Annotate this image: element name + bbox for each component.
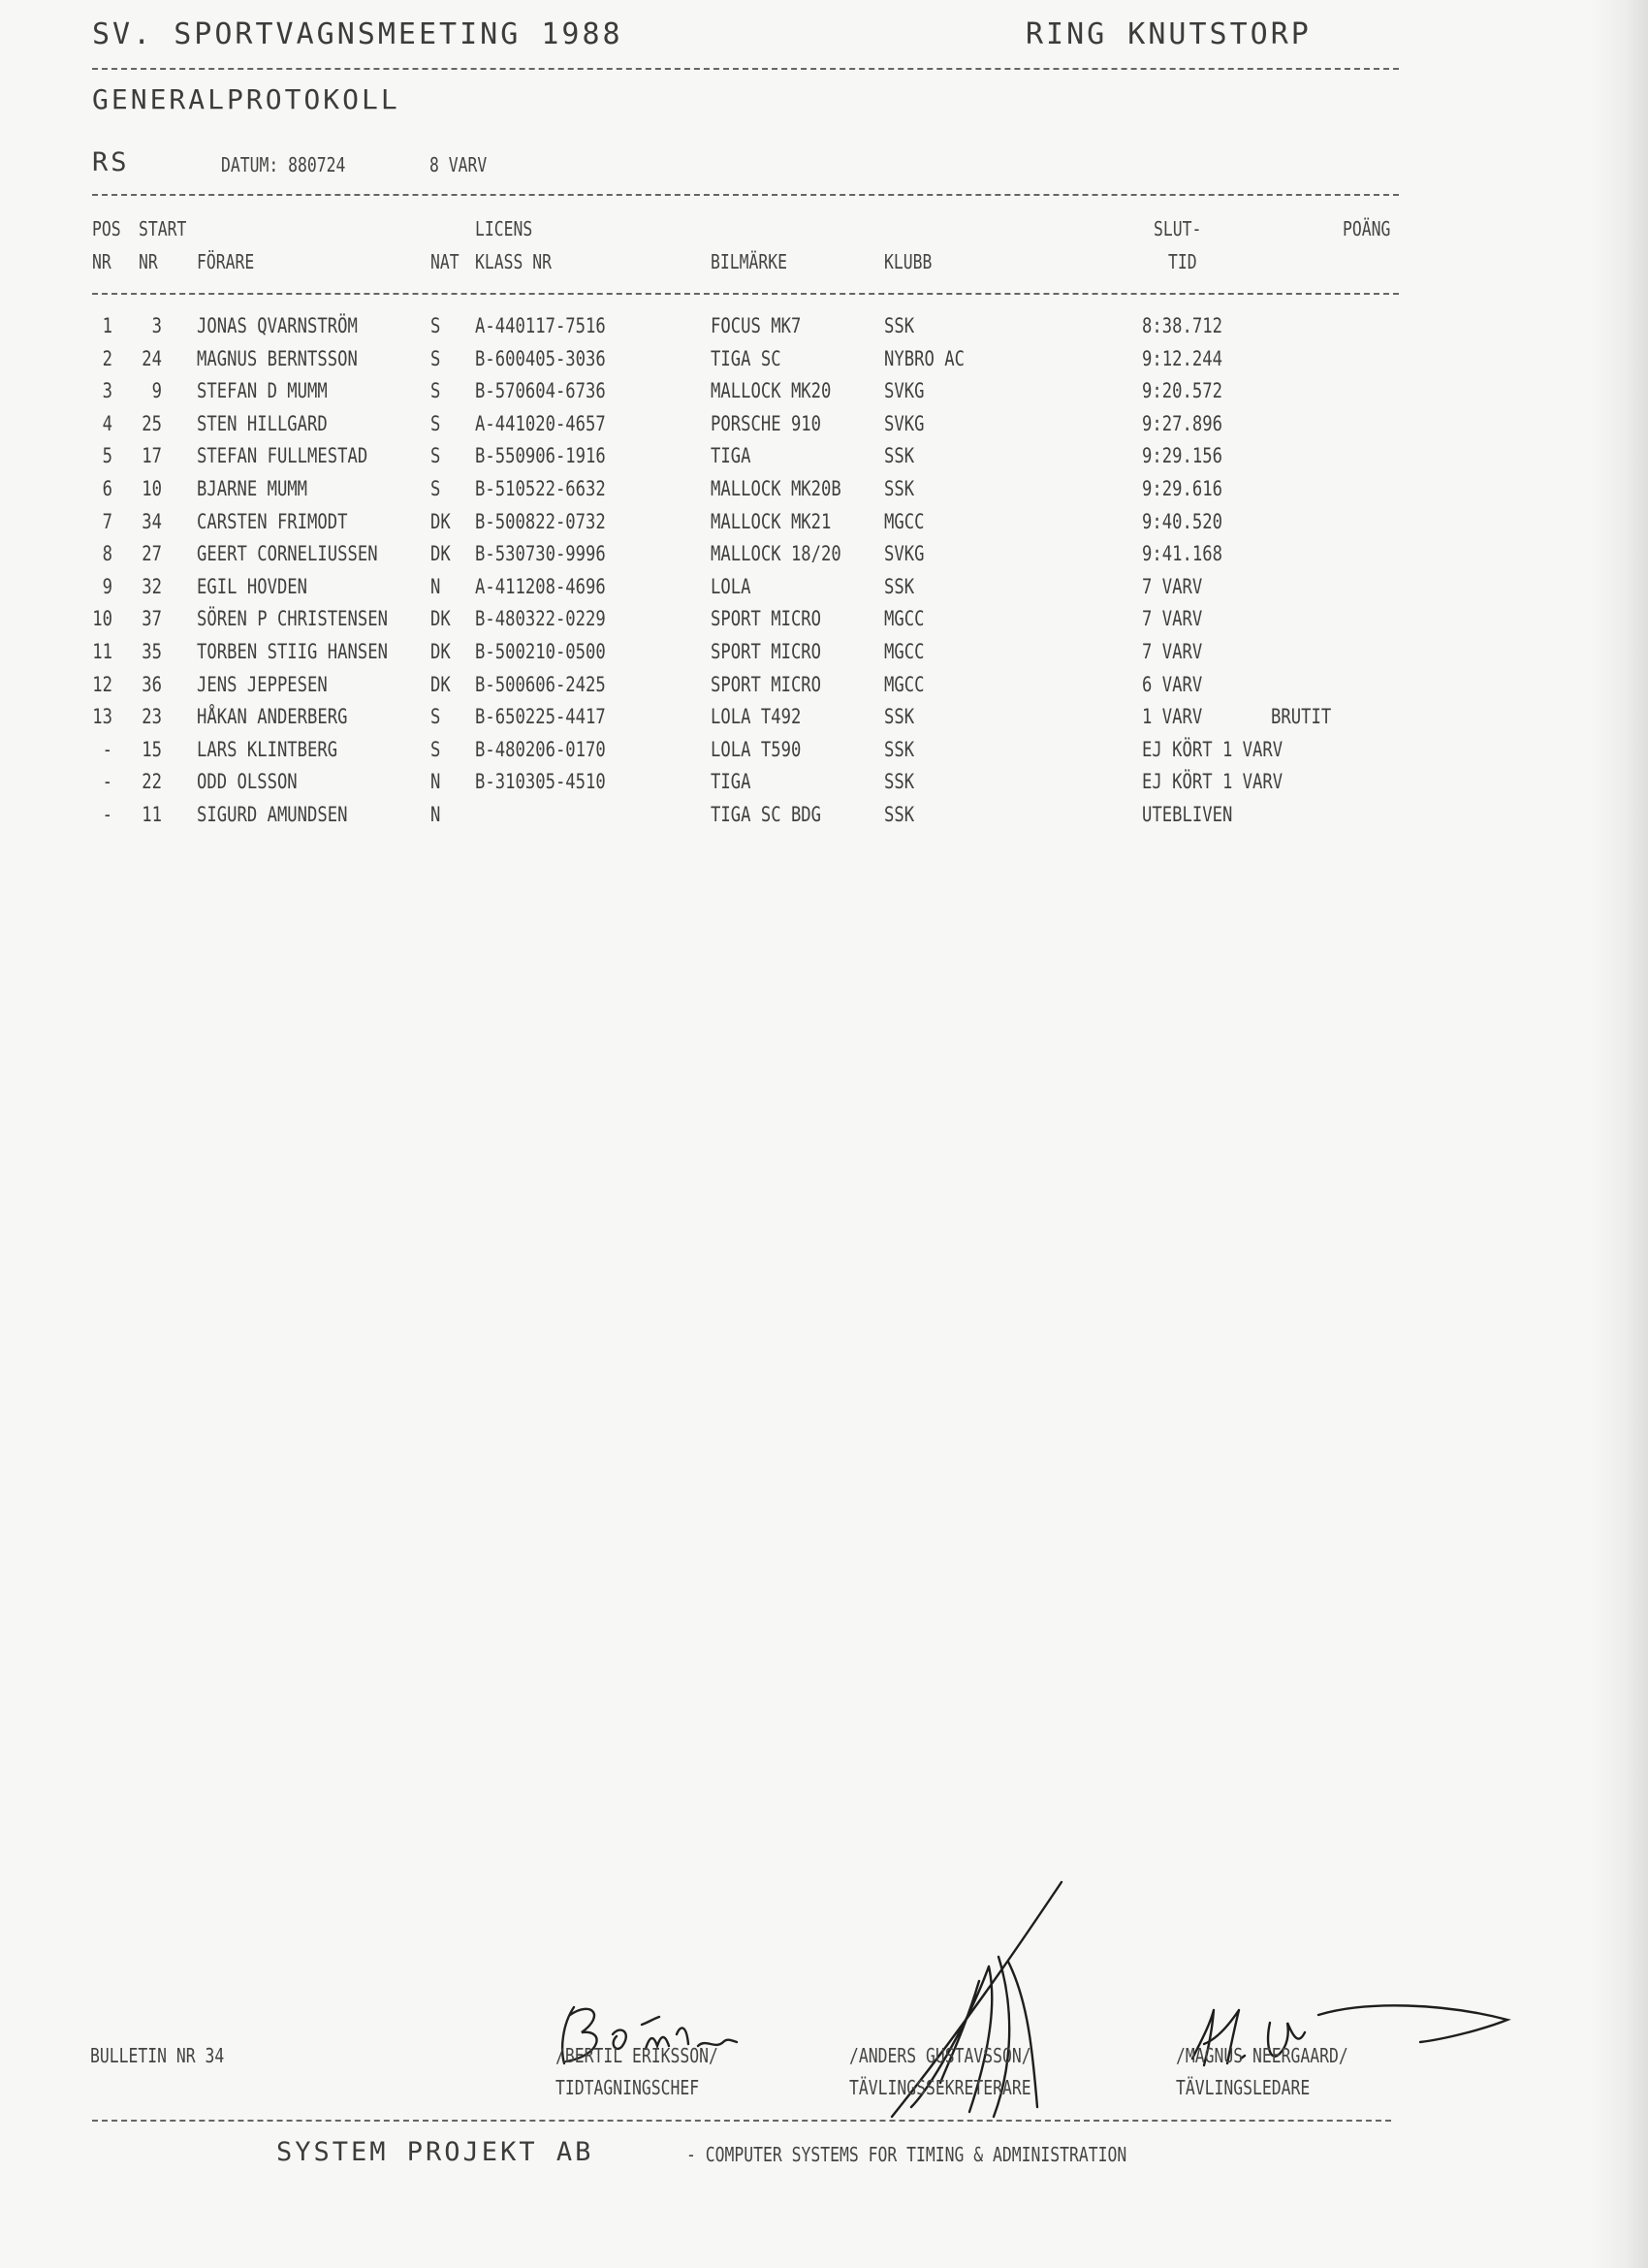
signatory-role: TÄVLINGSLEDARE [1176, 2076, 1311, 2099]
row-remark: BRUTIT [1271, 705, 1332, 729]
row-car: MALLOCK MK20B [711, 477, 841, 500]
row-position: - [102, 737, 112, 761]
row-licence: B-530730-9996 [475, 542, 606, 566]
row-car: LOLA [711, 574, 751, 598]
row-time: 1 VARV [1142, 705, 1203, 729]
row-time: EJ KÖRT 1 VARV [1142, 737, 1284, 761]
company-name: SYSTEM PROJEKT AB [276, 2137, 594, 2167]
col-club: KLUBB [884, 250, 933, 273]
row-car: LOLA T492 [711, 705, 802, 729]
row-start-number: 10 [142, 477, 162, 500]
row-club: SSK [884, 737, 915, 761]
row-club: SSK [884, 314, 915, 337]
row-nationality: DK [430, 509, 451, 533]
col-start-nr: NR [139, 250, 158, 273]
table-row [0, 314, 1648, 346]
row-driver: STEFAN D MUMM [197, 379, 328, 403]
row-time: EJ KÖRT 1 VARV [1142, 770, 1284, 794]
row-licence: B-500822-0732 [475, 509, 606, 533]
row-nationality: N [430, 574, 441, 598]
col-start: START [139, 217, 187, 240]
table-row [0, 379, 1648, 411]
col-car: BILMÄRKE [711, 250, 787, 273]
class-code: RS [92, 147, 130, 177]
signature-neergaard [1173, 1949, 1522, 2129]
row-time: 6 VARV [1142, 672, 1203, 696]
row-car: MALLOCK MK21 [711, 509, 832, 533]
row-car: TIGA [711, 444, 751, 468]
row-licence: B-510522-6632 [475, 477, 606, 500]
table-row [0, 673, 1648, 705]
row-car: MALLOCK MK20 [711, 379, 832, 403]
row-time: 9:40.520 [1142, 509, 1222, 533]
row-nationality: S [430, 444, 441, 468]
protocol-title: GENERALPROTOKOLL [92, 83, 400, 115]
row-start-number: 35 [142, 640, 162, 663]
col-driver: FÖRARE [197, 250, 255, 273]
row-position: 3 [102, 379, 112, 403]
row-licence: B-650225-4417 [475, 705, 606, 729]
signatory-role: TÄVLINGSSEKRETERARE [849, 2076, 1031, 2099]
col-pos: POS [92, 217, 121, 240]
row-nationality: S [430, 705, 441, 729]
col-poang: POÄNG [1343, 217, 1391, 240]
row-car: MALLOCK 18/20 [711, 542, 841, 566]
row-position: 10 [92, 607, 112, 631]
row-car: TIGA SC BDG [711, 803, 822, 826]
row-nationality: DK [430, 640, 451, 663]
row-start-number: 11 [142, 803, 162, 826]
row-start-number: 37 [142, 607, 162, 631]
row-start-number: 34 [142, 509, 162, 533]
row-position: 8 [102, 542, 112, 566]
row-club: MGCC [884, 509, 925, 533]
row-position: 11 [92, 640, 112, 663]
row-position: 13 [92, 705, 112, 729]
col-time: TID [1168, 250, 1197, 273]
row-driver: JENS JEPPESEN [197, 672, 328, 696]
table-row [0, 705, 1648, 737]
row-club: SSK [884, 477, 915, 500]
signatory-role: TIDTAGNINGSCHEF [555, 2076, 700, 2099]
table-row [0, 444, 1648, 476]
row-driver: JONAS QVARNSTRÖM [197, 314, 358, 337]
race-laps: 8 VARV [429, 153, 488, 176]
row-car: TIGA SC [711, 346, 781, 370]
row-start-number: 15 [142, 737, 162, 761]
bulletin-number: BULLETIN NR 34 [90, 2044, 225, 2067]
table-row [0, 770, 1648, 802]
row-driver: STEFAN FULLMESTAD [197, 444, 368, 468]
signatory-name: /MAGNUS NEERGAARD/ [1176, 2044, 1348, 2067]
row-licence: B-310305-4510 [475, 770, 606, 794]
row-driver: EGIL HOVDEN [197, 574, 308, 598]
row-time: 9:27.896 [1142, 411, 1222, 435]
row-position: 1 [102, 314, 112, 337]
table-row [0, 477, 1648, 509]
signatory-name: /ANDERS GUSTAVSSON/ [849, 2044, 1031, 2067]
row-nationality: N [430, 770, 441, 794]
table-row [0, 347, 1648, 379]
row-car: LOLA T590 [711, 737, 802, 761]
table-row [0, 510, 1648, 542]
row-licence: A-441020-4657 [475, 411, 606, 435]
row-licence: B-500210-0500 [475, 640, 606, 663]
row-time: 7 VARV [1142, 607, 1203, 631]
row-driver: STEN HILLGARD [197, 411, 328, 435]
row-start-number: 17 [142, 444, 162, 468]
row-nationality: DK [430, 607, 451, 631]
col-klass-nr: KLASS NR [475, 250, 552, 273]
row-club: SVKG [884, 379, 925, 403]
col-slut: SLUT- [1154, 217, 1202, 240]
col-nat: NAT [430, 250, 460, 273]
row-licence: B-480322-0229 [475, 607, 606, 631]
race-date: DATUM: 880724 [221, 153, 346, 176]
row-driver: ODD OLSSON [197, 770, 298, 794]
row-licence: B-600405-3036 [475, 346, 606, 370]
row-position: 4 [102, 411, 112, 435]
row-car: PORSCHE 910 [711, 411, 822, 435]
row-nationality: S [430, 477, 441, 500]
col-licens: LICENS [475, 217, 533, 240]
row-nationality: S [430, 379, 441, 403]
row-licence: B-570604-6736 [475, 379, 606, 403]
table-row [0, 575, 1648, 607]
row-licence: A-440117-7516 [475, 314, 606, 337]
row-driver: MAGNUS BERNTSSON [197, 346, 358, 370]
row-nationality: S [430, 314, 441, 337]
row-car: TIGA [711, 770, 751, 794]
row-start-number: 22 [142, 770, 162, 794]
table-row [0, 542, 1648, 574]
row-licence: A-411208-4696 [475, 574, 606, 598]
row-position: 7 [102, 509, 112, 533]
row-position: 5 [102, 444, 112, 468]
table-row [0, 803, 1648, 835]
divider [92, 293, 1399, 295]
table-row [0, 412, 1648, 444]
row-club: SSK [884, 574, 915, 598]
row-position: 12 [92, 672, 112, 696]
row-position: 6 [102, 477, 112, 500]
event-title: SV. SPORTVAGNSMEETING 1988 [92, 17, 623, 51]
row-driver: GEERT CORNELIUSSEN [197, 542, 378, 566]
row-time: 8:38.712 [1142, 314, 1222, 337]
row-nationality: DK [430, 542, 451, 566]
row-licence: B-550906-1916 [475, 444, 606, 468]
divider [92, 68, 1399, 70]
row-start-number: 9 [151, 379, 162, 403]
row-driver: LARS KLINTBERG [197, 737, 338, 761]
row-car: SPORT MICRO [711, 607, 822, 631]
row-time: 9:29.156 [1142, 444, 1222, 468]
row-nationality: S [430, 346, 441, 370]
row-position: - [102, 770, 112, 794]
row-start-number: 36 [142, 672, 162, 696]
table-row [0, 640, 1648, 672]
row-time: 9:12.244 [1142, 346, 1222, 370]
row-club: SVKG [884, 542, 925, 566]
row-car: SPORT MICRO [711, 672, 822, 696]
row-club: SSK [884, 770, 915, 794]
table-row [0, 607, 1648, 639]
row-nationality: S [430, 737, 441, 761]
divider [92, 194, 1399, 196]
row-club: NYBRO AC [884, 346, 965, 370]
row-position: 2 [102, 346, 112, 370]
row-time: 9:41.168 [1142, 542, 1222, 566]
row-driver: BJARNE MUMM [197, 477, 308, 500]
row-start-number: 3 [151, 314, 162, 337]
row-position: - [102, 803, 112, 826]
row-position: 9 [102, 574, 112, 598]
signatory-name: /BERTIL ERIKSSON/ [555, 2044, 718, 2067]
row-club: SSK [884, 705, 915, 729]
row-nationality: N [430, 803, 441, 826]
signature-gustavsson [872, 1837, 1095, 2173]
row-start-number: 23 [142, 705, 162, 729]
row-licence: B-480206-0170 [475, 737, 606, 761]
row-time: 7 VARV [1142, 640, 1203, 663]
row-club: MGCC [884, 607, 925, 631]
row-club: SSK [884, 444, 915, 468]
row-time: 9:20.572 [1142, 379, 1222, 403]
row-car: FOCUS MK7 [711, 314, 802, 337]
row-driver: CARSTEN FRIMODT [197, 509, 348, 533]
row-licence: B-500606-2425 [475, 672, 606, 696]
col-pos-nr: NR [92, 250, 111, 273]
venue-name: RING KNUTSTORP [1026, 17, 1312, 51]
row-car: SPORT MICRO [711, 640, 822, 663]
row-club: MGCC [884, 640, 925, 663]
row-start-number: 25 [142, 411, 162, 435]
row-club: SSK [884, 803, 915, 826]
row-nationality: S [430, 411, 441, 435]
row-club: SVKG [884, 411, 925, 435]
row-start-number: 32 [142, 574, 162, 598]
row-driver: SIGURD AMUNDSEN [197, 803, 348, 826]
row-nationality: DK [430, 672, 451, 696]
row-driver: HÅKAN ANDERBERG [197, 705, 348, 729]
row-time: 9:29.616 [1142, 477, 1222, 500]
row-time: 7 VARV [1142, 574, 1203, 598]
company-tagline: - COMPUTER SYSTEMS FOR TIMING & ADMINISTRATION [686, 2143, 1127, 2166]
row-driver: SÖREN P CHRISTENSEN [197, 607, 388, 631]
row-start-number: 24 [142, 346, 162, 370]
row-club: MGCC [884, 672, 925, 696]
table-row [0, 738, 1648, 770]
row-start-number: 27 [142, 542, 162, 566]
divider [92, 2120, 1391, 2122]
row-time: UTEBLIVEN [1142, 803, 1233, 826]
row-driver: TORBEN STIIG HANSEN [197, 640, 388, 663]
